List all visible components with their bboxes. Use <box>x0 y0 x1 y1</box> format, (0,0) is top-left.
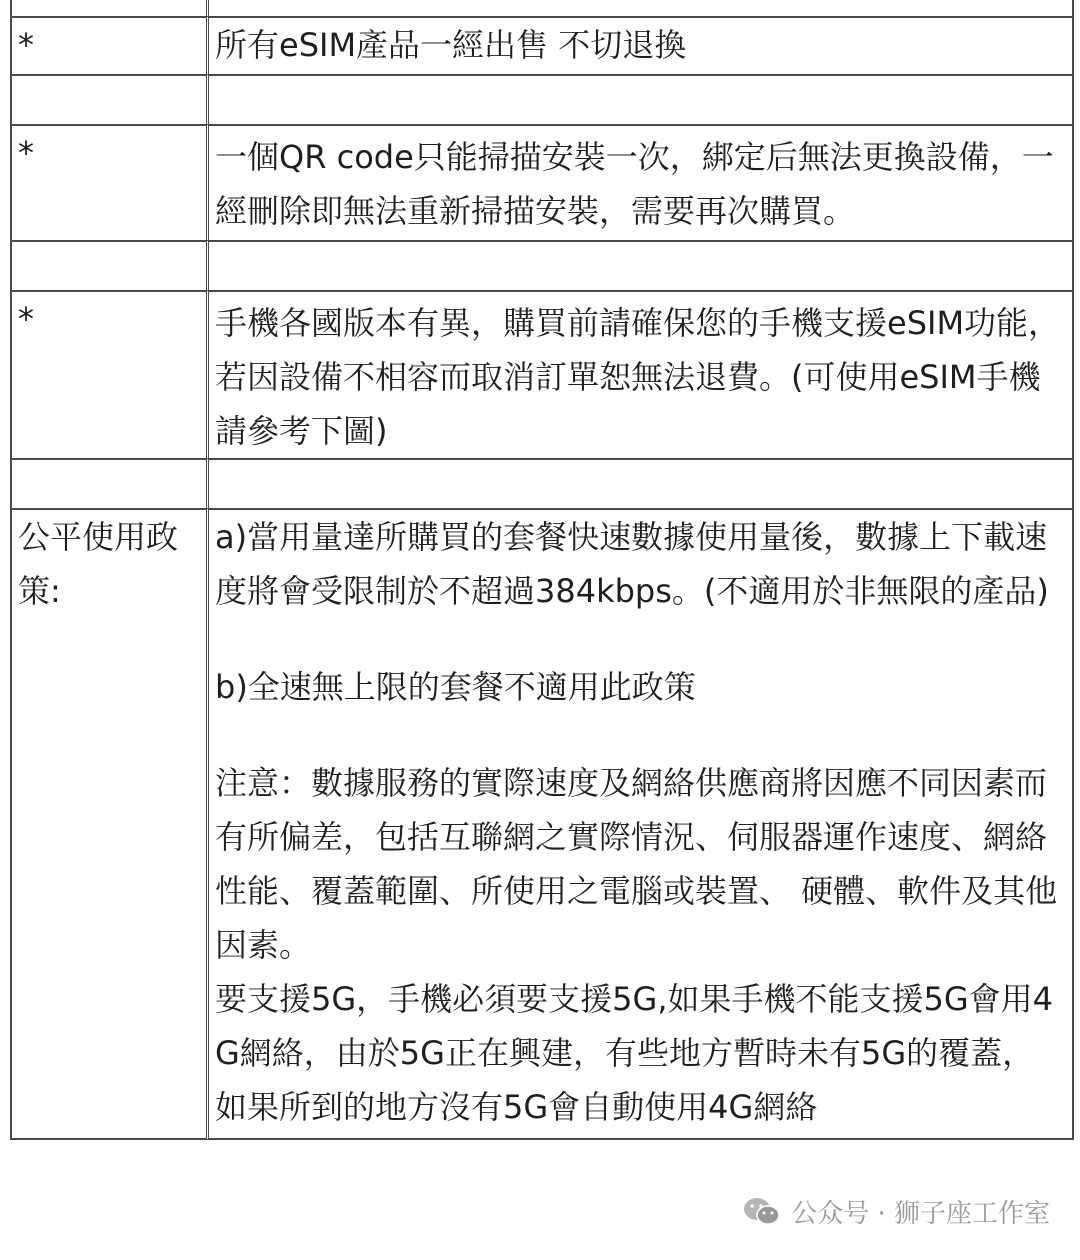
row-text: 手機各國版本有異，購買前請確保您的手機支援eSIM功能，若因設備不相容而取消訂單恕無法退費。(可使用eSIM手機請參考下圖) <box>206 290 1074 458</box>
table-row <box>10 0 1074 16</box>
table-row <box>10 458 1074 508</box>
watermark <box>743 1193 1050 1230</box>
table-row <box>10 290 1074 458</box>
table-row <box>10 74 1074 124</box>
empty-cell <box>10 0 206 16</box>
table-row <box>10 508 1074 1140</box>
wechat-icon <box>743 1196 781 1228</box>
fair-use-para-b: b)全速無上限的套餐不適用此政策 <box>215 668 696 706</box>
row-text: 所有eSIM產品一經出售 不切退換 <box>206 16 1074 74</box>
empty-cell <box>10 74 206 124</box>
fair-use-5g: 要支援5G，手機必須要支援5G,如果手機不能支援5G會用4G網絡，由於5G正在興建，有些地方暫時未有5G的覆蓋，如果所到的地方沒有5G會自動使用4G網絡 <box>215 980 1054 1126</box>
row-label: * <box>10 16 206 74</box>
row-text: 一個QR code只能掃描安裝一次，綁定后無法更換設備，一經刪除即無法重新掃描安裝，需要再次購買。 <box>206 124 1074 240</box>
fair-use-note: 注意：數據服務的實際速度及網絡供應商將因應不同因素而有所偏差，包括互聯網之實際情況、伺服器運作速度、網絡性能、覆蓋範圍、所使用之電腦或裝置、 硬體、軟件及其他因素。 <box>215 764 1058 964</box>
row-label: * <box>10 290 206 458</box>
watermark-text: 公众号 · 狮子座工作室 <box>791 1199 1050 1229</box>
empty-cell <box>206 240 1074 290</box>
paragraph-gap <box>215 714 1066 756</box>
paragraph-gap <box>215 618 1066 660</box>
empty-cell <box>206 74 1074 124</box>
table-row <box>10 124 1074 240</box>
table-row <box>10 16 1074 74</box>
fair-use-content <box>206 508 1074 1140</box>
empty-cell <box>10 458 206 508</box>
empty-cell <box>206 0 1074 16</box>
empty-cell <box>206 458 1074 508</box>
policy-table <box>10 0 1074 1140</box>
empty-cell <box>10 240 206 290</box>
fair-use-label: 公平使用政策: <box>10 508 206 1140</box>
table-row <box>10 240 1074 290</box>
row-label: * <box>10 124 206 240</box>
fair-use-para-a: a)當用量達所購買的套餐快速數據使用量後，數據上下載速度將會受限制於不超過384kbps。(不適用於非無限的產品) <box>215 518 1049 610</box>
